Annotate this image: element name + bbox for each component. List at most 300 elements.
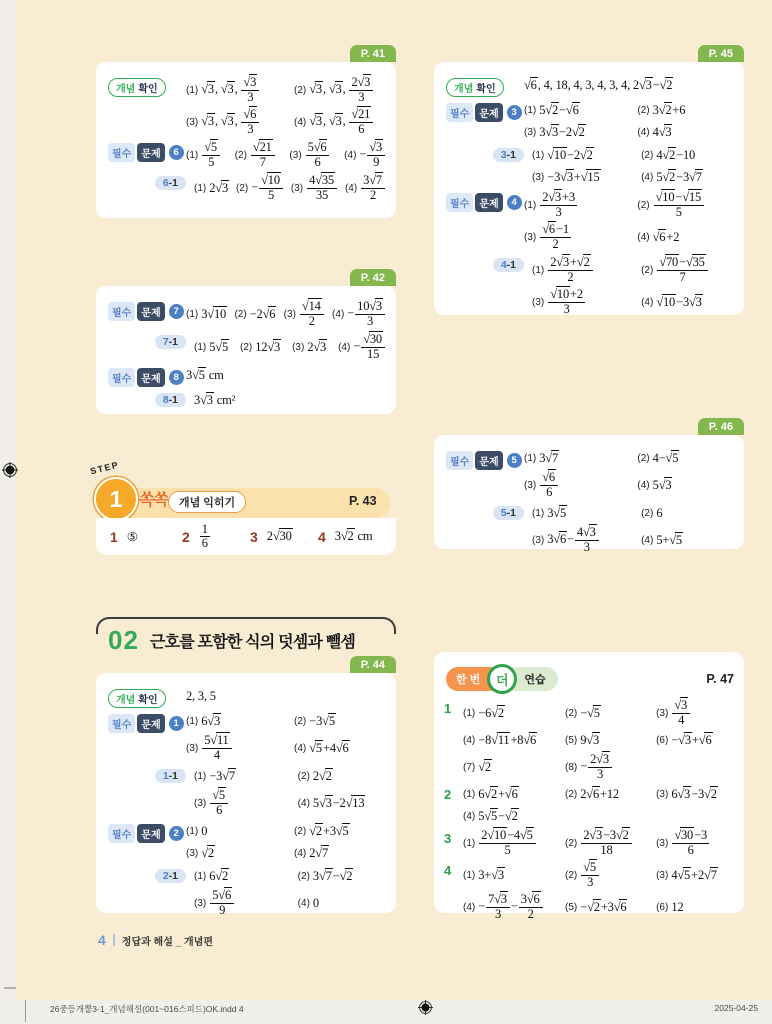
sqrt: √11	[210, 733, 229, 747]
sqrt: √2	[587, 899, 600, 914]
practice-row	[444, 860, 736, 922]
step-answer: 2 $\frac{1}{6}$	[182, 521, 208, 550]
fraction: $\frac{√21}{6}$	[349, 108, 373, 136]
sqrt: √3	[309, 113, 322, 128]
fraction: $\frac{3√7}{2}$	[361, 174, 385, 202]
sqrt: √21	[351, 107, 371, 121]
problem-number: 2	[444, 787, 452, 802]
fraction: $\frac{√3}{3}$	[241, 76, 259, 104]
sqrt: √3	[318, 795, 332, 810]
sub-problem-badge: 1-1	[155, 769, 186, 783]
answer-item: (1) √10−2√2	[532, 147, 593, 162]
answer-item: (3) $\frac{√30-3}{6}$	[656, 828, 707, 857]
sqrt: √2	[484, 786, 498, 801]
answer-row	[108, 332, 386, 362]
answer-item: (4) − $\frac{10√3}{3}$	[332, 299, 386, 329]
problem-number-circle: 7	[169, 304, 184, 319]
sqrt: √10	[487, 828, 507, 842]
sub-problem-badge: 5-1	[493, 506, 524, 520]
answer-item: (1) 3√10	[186, 306, 227, 321]
step-answer: 1 ⑤	[110, 528, 138, 545]
answers-box-p41	[96, 48, 396, 218]
concept-check-badge: 개념 확인	[108, 78, 166, 97]
answer-item: (5) 9√3	[565, 732, 600, 747]
practice-row	[444, 698, 736, 782]
sqrt: √10	[550, 287, 570, 301]
problem-number-circle: 1	[169, 716, 184, 731]
page-tab: P. 45	[698, 45, 744, 62]
fraction: $\frac{2√3+3}{3}$	[542, 190, 575, 219]
sqrt: √6	[218, 888, 232, 902]
essential-problem-badge: 필수 문제 5	[446, 451, 522, 470]
answer-item: (6) 12	[656, 899, 684, 914]
answer-item: (3) $\frac{√6}{6}$	[524, 470, 637, 500]
fraction: $\frac{√30-3}{6}$	[674, 828, 707, 857]
fraction: $\frac{2√3}{3}$	[588, 753, 612, 781]
sqrt: √3	[200, 392, 213, 407]
answer-item: (4) 5√2−3√7	[641, 169, 702, 184]
answer-item: (2) 2√6+12	[565, 786, 619, 801]
answer-item: (4) √5+4√6	[294, 740, 349, 755]
registration-mark-icon	[2, 462, 18, 483]
sqrt: √6	[652, 229, 666, 244]
practice-more-circle: 더	[487, 664, 517, 694]
answer-row	[108, 821, 386, 863]
sqrt: √3	[267, 339, 281, 354]
answer-item: (3) $\frac{5√6}{6}$	[289, 140, 330, 170]
answer-item: (7) √2	[463, 759, 491, 774]
step-ssok-label: 쏙쏙	[139, 492, 168, 509]
sqrt: √7	[689, 169, 702, 184]
answer-item: (1) 3+√3	[463, 867, 504, 882]
answer-item: (2) $\frac{√70-√35}{7}$	[641, 255, 734, 285]
sqrt: √10	[655, 190, 675, 204]
answer-row	[108, 173, 386, 203]
answer-item: (3) 3√3−2√2	[524, 124, 585, 139]
answer-item: (4) 5√5−√2	[463, 808, 518, 823]
fraction: $\frac{5√6}{9}$	[210, 889, 234, 917]
sqrt: √6	[698, 732, 712, 747]
sqrt: √6	[524, 77, 537, 92]
answer-item: (3) 3√6− $\frac{4√3}{3}$	[532, 525, 641, 555]
sqrt: √3	[548, 190, 562, 204]
sqrt: √7	[704, 867, 717, 882]
fraction: $\frac{5√11}{4}$	[202, 734, 231, 762]
step-title-pill: 개념 익히기	[168, 491, 246, 513]
sqrt: √3	[309, 81, 322, 96]
step-page-ref: P. 43	[349, 494, 377, 508]
sqrt: √5	[519, 828, 533, 842]
sqrt: √3	[313, 339, 327, 354]
answer-row	[108, 390, 386, 410]
answer-row	[446, 448, 734, 500]
sqrt: √35	[315, 173, 334, 187]
sqrt: √6	[262, 306, 276, 321]
answer-item: (3) −3√3+√15	[532, 169, 600, 184]
answer-item: (4) 0	[297, 895, 319, 910]
practice-page-ref: P. 47	[706, 672, 734, 686]
concept-check-badge: 개념 확인	[446, 78, 504, 97]
answer-item: (3) $\frac{√14}{2}$	[284, 299, 325, 329]
fraction: $\frac{√5}{5}$	[202, 141, 220, 169]
fraction: $\frac{√10}{5}$	[259, 174, 283, 202]
answer-item: (4) 5√3−2√13	[297, 795, 365, 810]
fraction: $\frac{√21}{7}$	[251, 141, 275, 169]
sqrt: √21	[252, 140, 272, 154]
sqrt: √2	[504, 808, 518, 823]
answer-item: (3) 6√3−3√2	[656, 786, 717, 801]
concept-check-badge: 개념 확인	[108, 689, 166, 708]
sqrt: √3	[328, 81, 342, 96]
answer-item: (1) $\frac{2√10-4√5}{5}$	[463, 828, 564, 858]
sqrt: √35	[685, 255, 705, 269]
answer-item: 3√3 cm²	[194, 392, 236, 407]
sqrt: √5	[204, 140, 217, 154]
answer-item: (3) √3, √3, $\frac{√6}{3}$	[186, 107, 294, 137]
answer-item: (2) $\frac{√21}{7}$	[235, 140, 276, 170]
page-tab: P. 42	[350, 269, 396, 286]
answer-item: (4) − $\frac{√3}{9}$	[344, 140, 386, 170]
sqrt: √2	[662, 169, 676, 184]
page-tab: P. 46	[698, 418, 744, 435]
sqrt: √11	[491, 732, 510, 747]
answer-item: (4) √10−3√3	[641, 294, 702, 309]
fraction: $\frac{√6}{3}$	[241, 108, 259, 136]
sqrt: √3	[545, 124, 559, 139]
sqrt: √5	[335, 823, 349, 838]
sqrt: √7	[222, 768, 235, 783]
sqrt: √2	[491, 705, 504, 720]
answer-row	[108, 766, 386, 818]
sqrt: √10	[656, 294, 676, 309]
answer-item: (4) 2√7	[294, 845, 329, 860]
answer-item: (4) − $\frac{√30}{15}$	[338, 332, 386, 362]
answer-item: (2) 4−√5	[637, 450, 679, 465]
sqrt: √5	[587, 705, 600, 720]
fraction: $\frac{2√3+√2}{2}$	[548, 256, 592, 284]
answer-item: (1) 0	[186, 823, 208, 838]
essential-problem-badge: 필수 문제 1	[108, 714, 184, 733]
fraction: $\frac{√30}{15}$	[361, 333, 385, 361]
answers-box-p46	[434, 421, 744, 554]
sqrt: √2	[704, 786, 717, 801]
sqrt: √3	[243, 75, 257, 89]
fraction: $\frac{2√3-3√2}{18}$	[581, 829, 631, 857]
answer-row	[446, 100, 734, 142]
sqrt: √5	[192, 367, 205, 382]
answer-item: (2) √3, √3, $\frac{2√3}{3}$	[294, 75, 386, 105]
fraction: $\frac{√6}{6}$	[540, 471, 558, 499]
crop-mark	[4, 987, 16, 989]
sqrt: √6	[504, 786, 518, 801]
step-answer: 3 2√30	[250, 528, 292, 545]
page-tab: P. 41	[350, 45, 396, 62]
sqrt: √3	[596, 752, 609, 766]
answer-item: (2) 6	[641, 505, 663, 520]
problem-number-circle: 6	[169, 145, 184, 160]
fraction: $\frac{√70-√35}{7}$	[657, 256, 707, 284]
answer-item: (4) √6+2	[637, 229, 680, 244]
sqrt: √15	[682, 190, 702, 204]
fraction: $\frac{√5}{3}$	[581, 861, 599, 889]
answer-row	[446, 145, 734, 187]
answer-item: (2) $\frac{√5}{3}$	[565, 860, 655, 890]
answer-item: (3) $\frac{√10+2}{3}$	[532, 287, 583, 316]
sub-problem-badge: 4-1	[493, 258, 524, 272]
answer-item: (3) 2√3	[292, 339, 327, 354]
print-date: 2025-04-25	[714, 1003, 758, 1013]
answer-item: (1) 3√5	[532, 505, 567, 520]
sqrt: √10	[207, 306, 227, 321]
answer-item: (4) −8√11+8√6	[463, 732, 537, 747]
sqrt: √2	[662, 147, 676, 162]
answers-box-p45	[434, 48, 744, 316]
sqrt: √30	[363, 332, 382, 346]
sqrt: √70	[659, 255, 679, 269]
fraction: $\frac{2√10-4√5}{5}$	[479, 829, 535, 857]
answer-item: (1) −3√7	[194, 768, 235, 783]
answer-item: (5) −√2+3√6	[565, 899, 627, 914]
problem-number-circle: 4	[507, 195, 522, 210]
sqrt: √3	[215, 180, 229, 195]
problem-number-circle: 8	[169, 370, 184, 385]
sqrt: √5	[309, 740, 322, 755]
sqrt: √7	[545, 450, 559, 465]
practice-box-p47	[434, 652, 744, 921]
answer-item: (2) 3√7−√2	[297, 868, 353, 883]
answer-item: (4) − $\frac{7√3}{3}$ − $\frac{3√6}{2}$	[463, 892, 564, 922]
answer-item: 2, 3, 5	[186, 688, 216, 703]
fraction: $\frac{√3}{9}$	[367, 141, 385, 169]
section-title: 근호를 포함한 식의 덧셈과 뺄셈	[149, 634, 356, 651]
sqrt: √6	[553, 531, 567, 546]
sqrt: √2	[545, 102, 559, 117]
footer-text: 정답과 해설 _ 개념편	[121, 936, 213, 948]
print-filename: 26중등개뿔3-1_개념해설(001~016스피드)OK.indd 4	[50, 1004, 244, 1014]
sqrt: √6	[313, 140, 327, 154]
answer-item: (1) 6√3	[186, 713, 221, 728]
sqrt: √2	[571, 124, 585, 139]
sqrt: √3	[207, 713, 221, 728]
practice-rows	[444, 698, 736, 922]
fraction: $\frac{1}{6}$	[201, 521, 208, 550]
answer-item: (3) $\frac{5√11}{4}$	[186, 733, 294, 763]
sqrt: √6	[565, 102, 579, 117]
sqrt: √30	[674, 828, 694, 842]
sqrt: √5	[553, 505, 567, 520]
answer-item: (2) − $\frac{√10}{5}$	[236, 173, 284, 203]
fraction: $\frac{√14}{2}$	[300, 300, 324, 328]
sqrt: √3	[674, 698, 688, 712]
answer-item: (1) 5√5	[194, 339, 229, 354]
sqrt: √30	[272, 529, 292, 543]
sqrt: √5	[677, 867, 691, 882]
registration-mark-icon	[418, 1000, 433, 1020]
sqrt: √14	[301, 299, 321, 313]
sqrt: √2	[615, 828, 629, 842]
problem-number-circle: 5	[507, 453, 522, 468]
essential-problem-badge: 필수 문제 4	[446, 193, 522, 212]
page-footer	[98, 932, 213, 948]
sqrt: √7	[318, 868, 332, 883]
sqrt: √2	[478, 759, 491, 774]
answer-item: (2) 2√2	[297, 768, 332, 783]
sqrt: √3	[678, 732, 691, 747]
essential-problem-badge: 필수 문제 3	[446, 103, 522, 122]
sqrt: √5	[665, 450, 679, 465]
sqrt: √10	[547, 147, 567, 162]
answers-box-p44	[96, 659, 396, 917]
sqrt: √5	[322, 713, 335, 728]
sqrt: √6	[586, 786, 600, 801]
sqrt: √6	[542, 470, 555, 484]
sqrt: √2	[576, 255, 590, 269]
answer-row	[108, 140, 386, 170]
answer-item: (3) $\frac{√5}{6}$	[194, 788, 298, 818]
sqrt: √3	[201, 81, 214, 96]
sqrt: √7	[315, 845, 329, 860]
answer-item: (2) $\frac{√10-√15}{5}$	[637, 190, 734, 220]
answer-item: (4) 4√3	[637, 124, 672, 139]
sqrt: √2	[340, 529, 354, 543]
fraction: $\frac{7√3}{3}$	[486, 893, 510, 921]
sub-problem-badge: 2-1	[155, 869, 186, 883]
sqrt: √3	[491, 867, 504, 882]
answers-box-p42	[96, 272, 396, 414]
answer-item: (4) √3, √3, $\frac{√21}{6}$	[294, 107, 386, 137]
sqrt: √3	[589, 828, 603, 842]
problem-number: 3	[444, 831, 452, 846]
answer-row	[108, 711, 386, 763]
sqrt: √3	[586, 732, 600, 747]
fraction: $\frac{10√3}{3}$	[355, 300, 385, 328]
sub-problem-badge: 6-1	[155, 176, 186, 190]
section-number: 02	[108, 625, 139, 655]
answer-row	[446, 503, 734, 555]
practice-row	[444, 784, 736, 826]
sqrt: √5	[583, 860, 596, 874]
sqrt: √3	[582, 525, 596, 539]
sqrt: √3	[328, 113, 342, 128]
sqrt: √15	[580, 169, 600, 184]
answer-item: (2) √2+3√5	[294, 823, 349, 838]
sqrt: √5	[484, 808, 498, 823]
sub-problem-badge: 7-1	[155, 335, 186, 349]
sqrt: √3	[494, 892, 507, 906]
answer-row	[446, 75, 734, 97]
sqrt: √3	[556, 255, 570, 269]
sqrt: √5	[215, 339, 229, 354]
sqrt: √3	[201, 113, 214, 128]
answer-item: √6, 4, 18, 4, 3, 4, 3, 4, 2√3−√2	[524, 77, 673, 92]
fraction: $\frac{√10+2}{3}$	[550, 287, 583, 316]
answer-item: (1) 3√7	[524, 450, 559, 465]
sqrt: √2	[318, 768, 332, 783]
problem-number: 1	[444, 701, 452, 716]
practice-title-pill: 연습	[510, 667, 557, 691]
sqrt: √2	[339, 868, 353, 883]
sqrt: √6	[526, 892, 540, 906]
answer-item: (2) $\frac{2√3-3√2}{18}$	[565, 828, 655, 858]
page-tab: P. 44	[350, 656, 396, 673]
answer-item: (6) −√3+√6	[656, 732, 712, 747]
answer-item: (2) −√5	[565, 705, 600, 720]
answer-item: (3) 4√5+2√7	[656, 867, 717, 882]
essential-problem-badge: 필수 문제 2	[108, 824, 184, 843]
sqrt: √5	[212, 788, 225, 802]
answer-item: (8) − $\frac{2√3}{3}$	[565, 752, 655, 782]
step-answers-box	[96, 518, 396, 555]
fraction: $\frac{√10-√15}{5}$	[654, 191, 704, 219]
answer-item: (1) 5√2−√6	[524, 102, 579, 117]
essential-problem-badge: 필수 문제 7	[108, 302, 184, 321]
sqrt: √6	[542, 222, 555, 236]
sqrt: √3	[357, 75, 371, 89]
answer-item: (4) 5+√5	[641, 532, 682, 547]
answer-item: (2) −3√5	[294, 713, 335, 728]
sqrt: √3	[220, 81, 234, 96]
sqrt: √3	[658, 124, 672, 139]
answer-item: (1) $\frac{2√3+√2}{2}$	[532, 255, 641, 285]
problem-number-circle: 3	[507, 105, 522, 120]
page-number: 4	[98, 932, 106, 948]
answer-item: (1) 2√3	[194, 180, 229, 195]
sqrt: √3	[639, 77, 652, 92]
answer-item: (2) 12√3	[240, 339, 281, 354]
answer-item: (2) 3√2+6	[637, 102, 686, 117]
sqrt: √7	[369, 173, 382, 187]
sqrt: √6	[335, 740, 349, 755]
sqrt: √2	[201, 845, 214, 860]
essential-problem-badge: 필수 문제 8	[108, 368, 184, 387]
sqrt: √3	[369, 299, 382, 313]
answer-row	[108, 299, 386, 329]
answer-item: (4) 5√3	[637, 477, 672, 492]
section-header	[96, 617, 396, 656]
answer-item: (1) √3, √3, $\frac{√3}{3}$	[186, 75, 294, 105]
answer-row	[108, 365, 386, 387]
answer-row	[108, 75, 386, 137]
step-number-badge: 1	[94, 477, 138, 521]
answer-item: (2) −2√6	[234, 306, 276, 321]
step-word: STEP	[89, 459, 121, 477]
answer-row	[108, 866, 386, 918]
sqrt: √3	[689, 294, 702, 309]
sub-problem-badge: 8-1	[155, 393, 186, 407]
fraction: $\frac{4√3}{3}$	[575, 526, 599, 554]
fraction: $\frac{√6-1}{2}$	[542, 222, 569, 251]
answer-item: (3) $\frac{4√35}{35}$	[291, 173, 338, 203]
fraction: $\frac{4√35}{35}$	[307, 174, 337, 202]
sqrt: √2	[659, 77, 673, 92]
sqrt: √10	[261, 173, 280, 187]
sqrt: √3	[369, 140, 382, 154]
fraction: $\frac{√3}{4}$	[672, 699, 690, 727]
answer-item: (2) 4√2−10	[641, 147, 696, 162]
answer-row	[446, 255, 734, 317]
sqrt: √13	[345, 795, 365, 810]
sub-problem-badge: 3-1	[493, 148, 524, 162]
answer-item: (3) √2	[186, 845, 214, 860]
sqrt: √3	[220, 113, 234, 128]
footer-divider	[113, 934, 115, 946]
answer-item: (1) −6√2	[463, 705, 504, 720]
answer-item: (1) 6√2	[194, 868, 229, 883]
sqrt: √6	[243, 107, 257, 121]
fraction: $\frac{5√6}{6}$	[306, 141, 330, 169]
sqrt: √3	[560, 169, 573, 184]
essential-problem-badge: 필수 문제 6	[108, 143, 184, 162]
